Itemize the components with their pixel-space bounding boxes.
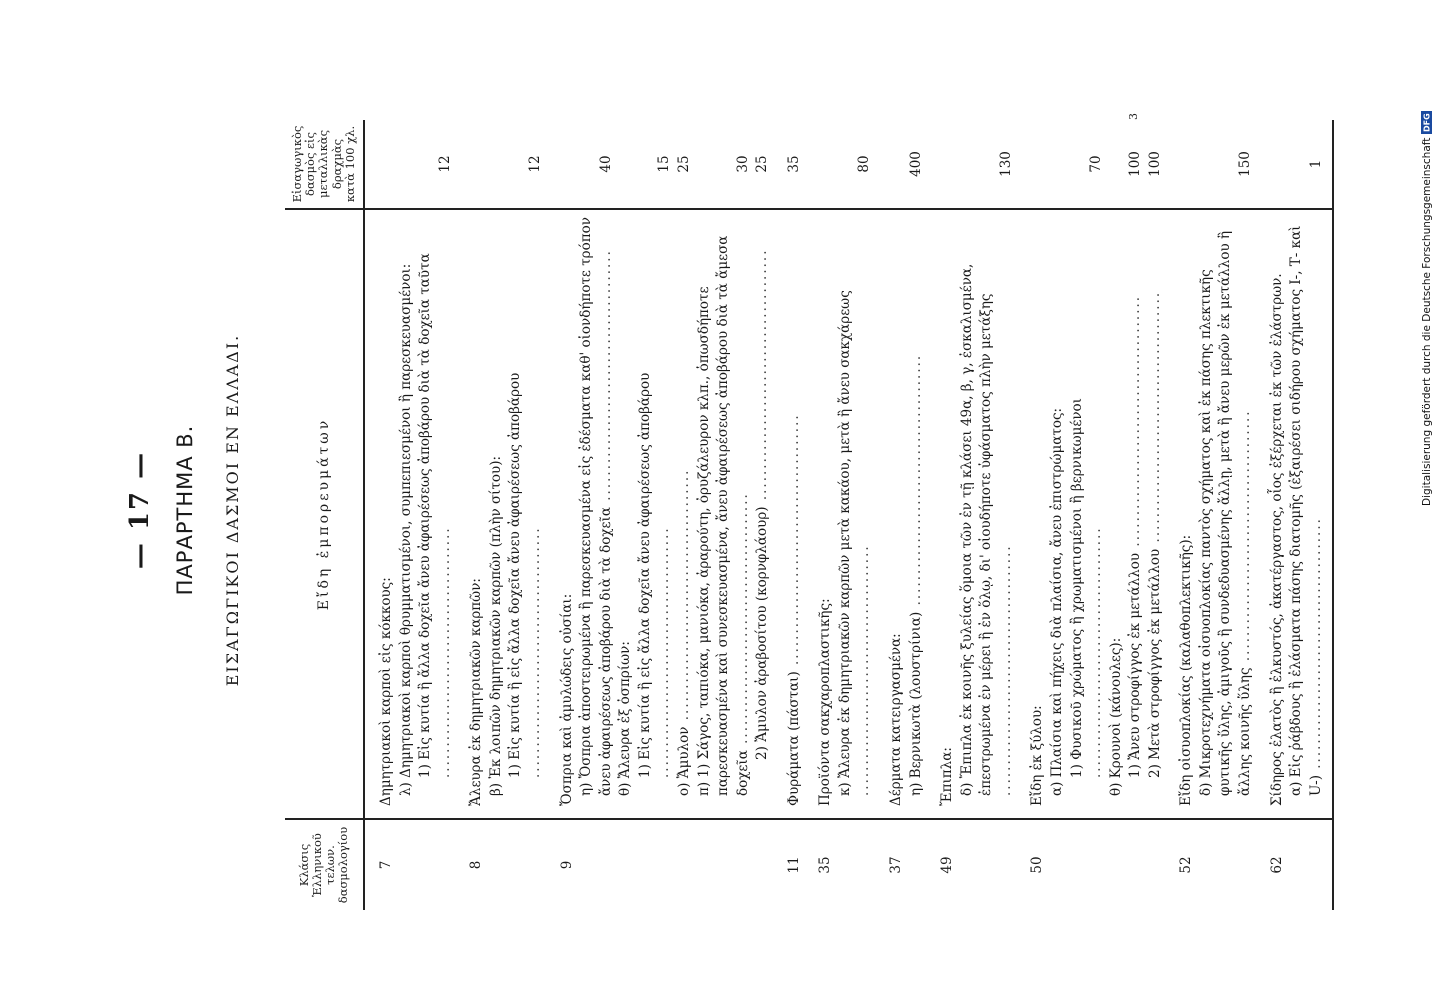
cell-class-number [1146, 819, 1166, 910]
description-text: Ἄλευρα ἐκ δημητριακῶν καρπῶν: [468, 578, 485, 806]
cell-duty: 150 [1237, 151, 1254, 177]
cell-duty: 100 [1146, 151, 1163, 177]
cell-description [1126, 209, 1146, 819]
description-text: δ) Μικροτεχνήματα οἰσυοπλοκίας παντὸς σχήματος καὶ ἐκ πάσης πλεκτικῆς φυτικῆς ὕλης, ἀμιγοῦς ἢ συνδεδυασμένης ἄλλῃ, μετὰ ἢ ἄνευ μερῶν ἐκ μετάλλου ἢ ἄλλης κοινῆς ὕλης ..... [1198, 231, 1253, 796]
cell-duty: 30 [734, 155, 751, 173]
description-text: Προϊόντα σακχαροπλαστικῆς: [817, 598, 834, 806]
cell-description [577, 209, 616, 819]
cell-class-number [958, 819, 1017, 910]
cell-class-number [616, 819, 636, 910]
cell-description [958, 209, 1017, 819]
cell-description [836, 209, 875, 819]
cell-description [616, 209, 636, 819]
description-text: ο) Ἄμυλον ..... [676, 469, 692, 796]
cell-class-number: 35 [817, 856, 834, 874]
description-text: 2) Ἄμυλον ἀραβοσίτου (κορνφλάουρ) ..... [754, 248, 770, 760]
cell-duty [804, 120, 836, 209]
description-text: 2) Μετὰ στροφίγγος ἐκ μετάλλου ..... [1147, 291, 1163, 778]
cell-description [907, 209, 927, 819]
cell-class-number: 62 [1268, 856, 1285, 874]
cell-class-number [675, 819, 695, 910]
cell-class-number [416, 819, 455, 910]
cell-class-number: 50 [1029, 856, 1046, 874]
cell-duty [875, 120, 907, 209]
cell-duty: 25 [675, 155, 692, 173]
description-text: 1) Φυσικοῦ χρώματος ἢ χρωματισμένοι ἢ βερνικωμένοι ..... [1069, 398, 1105, 778]
table-row [875, 120, 907, 910]
cell-description [926, 209, 958, 819]
description-text: Φυράματα (πάσται) ..... [786, 413, 802, 806]
table-row [455, 120, 487, 910]
table-row [926, 120, 958, 910]
description-text: Δημητριακοὶ καρποὶ εἰς κόκκους: [378, 577, 395, 806]
table-row [753, 120, 773, 910]
cell-class-number [1287, 819, 1333, 910]
digitization-caption [1419, 6, 1434, 506]
cell-description [675, 209, 695, 819]
table-row [1048, 120, 1068, 910]
table-row [1107, 120, 1127, 910]
cell-class-number [397, 819, 417, 910]
cell-description [1165, 209, 1197, 819]
cell-description [455, 209, 487, 819]
cell-class-number [1126, 819, 1146, 910]
cell-description [695, 209, 754, 819]
cell-duty: 70 [1088, 155, 1105, 173]
table-row [364, 120, 397, 910]
cell-class-number [1107, 819, 1127, 910]
table-row [416, 120, 455, 910]
cell-description [1068, 209, 1107, 819]
table-row [1256, 120, 1288, 910]
header-class: Κλάσις Ἑλληνικοῦ τελων. δασμολογίου [285, 819, 364, 910]
page-number: — 17 — [125, 450, 155, 570]
cell-class-number: 7 [378, 860, 395, 870]
cell-duty: 12 [436, 155, 453, 173]
cell-duty: 40 [597, 155, 614, 173]
table-row [616, 120, 636, 910]
cell-description [804, 209, 836, 819]
description-text: κ) Ἄλευρα ἐκ δημητριακῶν καρπῶν μετὰ κακάου, μετὰ ἢ ἄνευ σακχάρεως ..... [837, 290, 873, 796]
cell-class-number [577, 819, 616, 910]
description-text: Σίδηρος ἐλατὸς ἢ ἑλκυστός, ἀκατέργαστος, οἷος ἐξέρχεται ἐκ τῶν ἐλάστρων. [1268, 273, 1285, 806]
table-row [1068, 120, 1107, 910]
footnote-mark: 3 [1127, 113, 1140, 120]
description-text: Δέρματα κατειργασμένα: [888, 633, 905, 806]
cell-class-number: 52 [1178, 856, 1195, 874]
cell-duty [546, 120, 578, 209]
cell-class-number: 9 [558, 860, 575, 870]
cell-class-number [1048, 819, 1068, 910]
cell-duty [1107, 120, 1127, 209]
description-text: λ) Δημητριακοὶ καρποὶ θρυμματισμένοι, συμπεπιεσμένοι ἢ παρεσκευασμένοι: [397, 263, 414, 796]
cell-class-number [907, 819, 927, 910]
cell-description [1256, 209, 1288, 819]
cell-duty: 25 [754, 155, 771, 173]
annex-title: ΠΑΡΑΡΤΗΜΑ Β. [173, 424, 197, 596]
cell-description [636, 209, 675, 819]
cell-description [397, 209, 417, 819]
cell-description [506, 209, 545, 819]
description-text: Εἴδη ἐκ ξύλου: [1029, 705, 1046, 806]
table-title: ΕΙΣΑΓΩΓΙΚΟΙ ΔΑΣΜΟΙ ΕΝ ΕΛΛΑΔΙ. [223, 333, 242, 687]
table-row [958, 120, 1017, 910]
cell-description [1197, 209, 1256, 819]
description-text: δ) Ἔπιπλα ἐκ κοινῆς ξυλείας ὅμοια τῶν ἐν τῇ κλάσει 49α, β, γ, ἐσκαλισμένα, ἐπεστρωμένα ἐν μέρει ἢ ἐν ὅλῳ, δι' οἱουδήποτε ὑφάσματος πλὴν μετάξης ..... [959, 264, 1014, 796]
cell-description [1146, 209, 1166, 819]
cell-class-number [753, 819, 773, 910]
cell-duty: 15 [656, 155, 673, 173]
description-text: β) Ἐκ λοιπῶν δημητριακῶν καρπῶν (πλὴν σίτου): [487, 455, 504, 796]
cell-class-number: 8 [468, 860, 485, 870]
cell-description [416, 209, 455, 819]
cell-duty: 100 [1127, 151, 1144, 177]
cell-duty [926, 120, 958, 209]
cell-class-number: 11 [785, 856, 802, 874]
table-row [695, 120, 754, 910]
table-row [577, 120, 616, 910]
caption-text: Digitalisierung gefördert durch die Deutsche Forschungsgemeinschaft [1421, 137, 1433, 506]
description-text: α) Εἰς ῥάβδους ἢ ἐλάσματα πάσης διατομῆς (ἐξαιρέσει σιδήρου σχήματος Ι-, Τ- καὶ U-) ..... [1288, 226, 1324, 797]
cell-duty [1165, 120, 1197, 209]
description-text: η) Βερνικωτὰ (λουστρίνια) ..... [908, 354, 924, 796]
cell-duty: 400 [907, 151, 924, 177]
cell-description [1287, 209, 1333, 819]
cell-duty [487, 120, 507, 209]
cell-duty [1256, 120, 1288, 209]
description-text: η) Ὄσπρια ἀποστειρωμένα ἢ παρεσκευασμένα εἰς ἐδέσματα καθ' οἱονδήποτε τρόπον ἄνευ ἀφαιρέσεως ἀποβάρου διὰ τὰ δοχεῖα ..... [578, 217, 614, 796]
table-row [907, 120, 927, 910]
table-row [1126, 120, 1146, 910]
table-row [1287, 120, 1333, 910]
cell-duty [364, 120, 397, 209]
description-text: α) Πλαίσια καὶ πήχεις διὰ πλαίσια, ἄνευ ἐπιστρώματος: [1048, 407, 1065, 796]
cell-class-number [636, 819, 675, 910]
cell-duty: 130 [997, 151, 1014, 177]
cell-duty [1048, 120, 1068, 209]
table-row [675, 120, 695, 910]
table-row [397, 120, 417, 910]
cell-description [1048, 209, 1068, 819]
cell-duty: 35 [785, 155, 802, 173]
description-text: θ) Κρουνοὶ (κάνουλες): [1107, 637, 1124, 796]
table-row [1146, 120, 1166, 910]
table-row [1197, 120, 1256, 910]
cell-description [364, 209, 397, 819]
table-row [1165, 120, 1197, 910]
cell-duty: 1 [1287, 120, 1333, 209]
table-row [506, 120, 545, 910]
description-text: 1) Εἰς κυτία ἢ εἰς ἄλλα δοχεῖα ἄνευ ἀφαιρέσεως ἀποβάρου ..... [637, 373, 673, 778]
description-text: Ὄσπρια καὶ ἀμυλώδεις οὐσίαι: [558, 593, 575, 806]
table-header-row [285, 120, 364, 910]
cell-description [773, 209, 805, 819]
cell-duty [397, 120, 417, 209]
table-row [804, 120, 836, 910]
cell-description [753, 209, 773, 819]
cell-class-number: 37 [888, 856, 905, 874]
description-text: Ἔπιπλα: [939, 747, 956, 806]
table-row [636, 120, 675, 910]
cell-description [1016, 209, 1048, 819]
cell-duty [1016, 120, 1048, 209]
description-text: π) 1) Σάγος, ταπιόκα, μανιόκα, ἀραρούτη, ὀρυζάλευρον κλπ., ὁπωσδήποτε παρεσκευασμένα καὶ συνεσκευασμένα, ἄνευ ἀφαιρέσεως ἀποβάρου διὰ τὰ ἄμεσα δοχεῖα ..... [696, 236, 751, 796]
table-row [773, 120, 805, 910]
cell-class-number [695, 819, 754, 910]
table-row [546, 120, 578, 910]
cell-class-number [1068, 819, 1107, 910]
table-row [836, 120, 875, 910]
cell-description [546, 209, 578, 819]
description-text: θ) Ἄλευρα ἐξ ὀσπρίων: [617, 641, 634, 796]
cell-description [487, 209, 507, 819]
header-duty: Εἰσαγωγικὸς δασμὸς εἰς μεταλλικὰς δραχμὰς κατὰ 100 χλ. [285, 120, 364, 209]
cell-duty: 12 [527, 155, 544, 173]
cell-class-number [1197, 819, 1256, 910]
cell-duty: 80 [856, 155, 873, 173]
cell-class-number [836, 819, 875, 910]
description-text: Εἴδη οἰσυοπλοκίας (καλαθοπλεκτικῆς): [1178, 534, 1195, 806]
cell-description [875, 209, 907, 819]
cell-class-number: 49 [939, 856, 956, 874]
document-page [115, 0, 1395, 920]
cell-class-number [487, 819, 507, 910]
table-body [364, 120, 1333, 910]
description-text: 1) Εἰς κυτία ἢ εἰς ἄλλα δοχεῖα ἄνευ ἀφαιρέσεως ἀποβάρου ..... [507, 373, 543, 778]
cell-description [1107, 209, 1127, 819]
cell-duty [455, 120, 487, 209]
table-row [1016, 120, 1048, 910]
import-duty-table [285, 120, 1334, 910]
description-text: 1) Εἰς κυτία ἢ ἄλλα δοχεῖα ἄνευ ἀφαιρέσεως ἀποβάρου διὰ τὰ δοχεῖα ταῦτα ..... [417, 253, 453, 778]
cell-class-number [506, 819, 545, 910]
cell-duty [616, 120, 636, 209]
description-text: 1) Ἄνευ στροφίγγος ἐκ μετάλλου ..... [1127, 295, 1143, 778]
header-description: Εἴδη ἐμπορευμάτων [285, 209, 364, 819]
table-row [487, 120, 507, 910]
dfg-logo: DFG [1422, 112, 1432, 132]
